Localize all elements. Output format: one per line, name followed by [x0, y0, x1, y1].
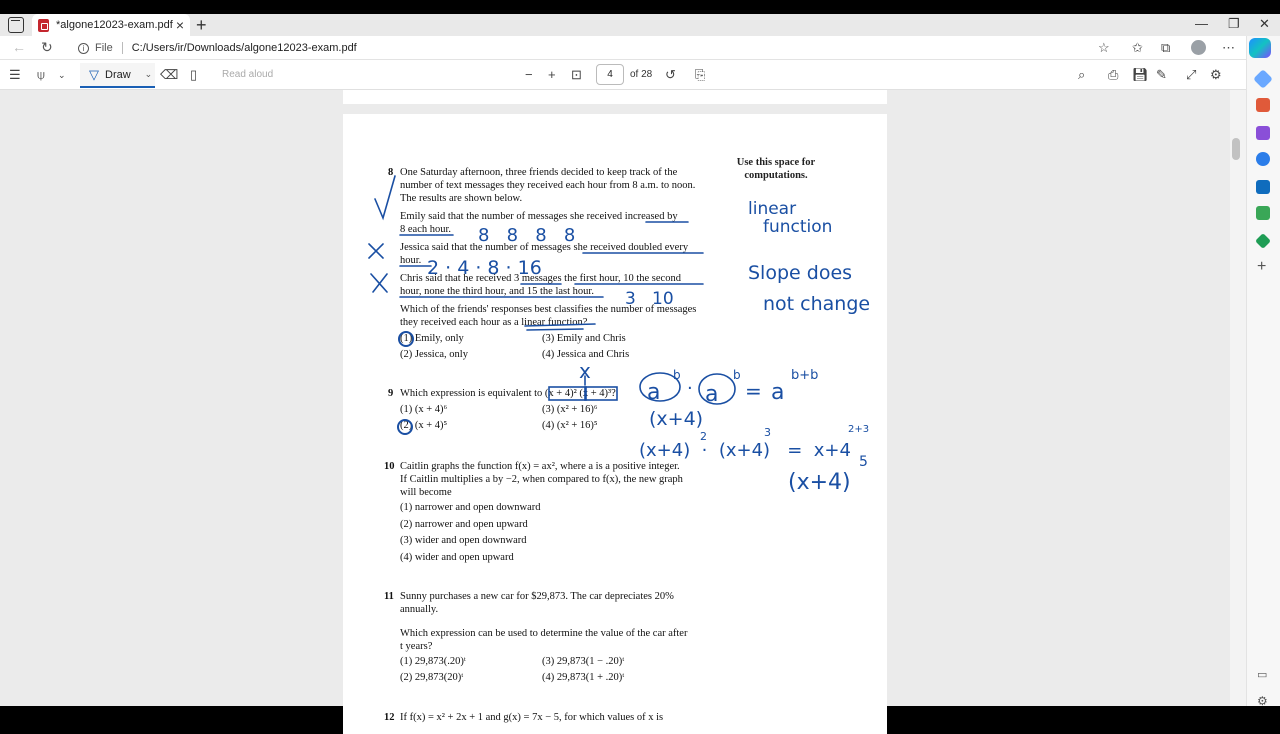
- q8-jessica: hour.: [400, 255, 422, 266]
- hw-result: (x+4): [788, 470, 851, 495]
- q8-choice-1: (1) Emily, only: [400, 333, 464, 344]
- q11-choice-3: (3) 29,873(1 − .20)ᵗ: [542, 656, 625, 667]
- q10-text: will become: [400, 487, 452, 498]
- games-icon[interactable]: [1256, 126, 1270, 140]
- x-mark-chris: [371, 274, 387, 292]
- fit-page-icon[interactable]: ⊡: [571, 67, 582, 82]
- q9-choice-4: (4) (x² + 16)⁵: [542, 420, 598, 431]
- page-count: of 28: [630, 69, 653, 80]
- hw-expand-exp2: 3: [764, 426, 771, 439]
- hw-not-change: not change: [763, 293, 871, 315]
- save-icon[interactable]: 💾︎: [1132, 67, 1149, 82]
- q8-jessica: Jessica said that the number of messages she received doubled every: [400, 242, 689, 253]
- tag-icon[interactable]: [1253, 69, 1273, 89]
- tree-icon[interactable]: [1255, 233, 1271, 249]
- hw-law-dot: ·: [687, 378, 693, 399]
- q11-choice-2: (2) 29,873(20)ᵗ: [400, 672, 464, 683]
- q10-text: Caitlin graphs the function f(x) = ax², where a is a positive integer.: [400, 461, 680, 472]
- settings-gear-icon[interactable]: ⚙: [1257, 694, 1268, 708]
- hw-expand: (x+4) · (x+4) = x+4: [639, 440, 851, 461]
- question-9-number: 9: [388, 388, 394, 399]
- hw-jessica-sequence: 2 · 4 · 8 · 16: [427, 257, 542, 279]
- contents-icon[interactable]: ☰: [9, 67, 21, 82]
- tools-icon[interactable]: [1256, 98, 1270, 112]
- q8-question: they received each hour as a linear function?: [400, 317, 588, 328]
- add-icon[interactable]: +: [1257, 258, 1267, 275]
- hw-law-a1: a: [647, 380, 661, 405]
- page-number-input[interactable]: 4: [596, 64, 624, 85]
- question-12-number: 12: [384, 712, 395, 723]
- zoom-out-icon[interactable]: −: [525, 67, 533, 82]
- circle-stroke: [640, 373, 680, 401]
- vertical-scrollbar[interactable]: [1230, 90, 1246, 706]
- hw-law-a2: a: [705, 382, 719, 407]
- q8-text: One Saturday afternoon, three friends decided to keep track of the: [400, 167, 678, 178]
- settings-gear-icon[interactable]: ⚙: [1210, 67, 1222, 82]
- hw-law-rhs-exp: b+b: [791, 368, 819, 383]
- chevron-down-icon[interactable]: ⌄: [144, 69, 153, 79]
- zoom-in-icon[interactable]: +: [548, 67, 556, 82]
- circle-app-icon[interactable]: [1256, 152, 1270, 166]
- checkmark-stroke: [375, 176, 395, 218]
- computation-header: Use this space for computations.: [736, 157, 816, 181]
- drive-icon[interactable]: [1256, 206, 1270, 220]
- q9-choice-2: (2) (x + 4)⁵: [400, 420, 448, 431]
- hw-x: x: [579, 359, 591, 383]
- q8-question: Which of the friends' responses best classifies the number of messages: [400, 304, 697, 315]
- q10-choice-2: (2) narrower and open upward: [400, 519, 528, 530]
- refresh-icon[interactable]: ↻: [41, 39, 53, 55]
- q8-choice-2: (2) Jessica, only: [400, 349, 468, 360]
- q8-emily: Emily said that the number of messages she received increased by: [400, 211, 678, 222]
- x-mark-jessica: [369, 244, 383, 258]
- url-field[interactable]: [70, 38, 1110, 58]
- q12-text: If f(x) = x² + 2x + 1 and g(x) = 7x − 5, for which values of x is: [400, 712, 664, 723]
- tab-actions-icon[interactable]: [8, 17, 24, 33]
- hw-slope: Slope does: [748, 262, 853, 284]
- question-11-number: 11: [384, 591, 394, 602]
- tab-active[interactable]: [32, 14, 190, 36]
- save-as-icon[interactable]: ✎: [1156, 67, 1167, 82]
- outlook-icon[interactable]: [1256, 180, 1270, 194]
- draw-label: Draw: [105, 68, 131, 81]
- favorite-add-icon[interactable]: ☆: [1098, 40, 1110, 55]
- question-8-number: 8: [388, 167, 394, 178]
- tab-title: *algone12023-exam.pdf: [56, 19, 173, 31]
- divider: [122, 42, 123, 54]
- chevron-down-icon[interactable]: ⌄: [58, 70, 66, 80]
- q9-question: Which expression is equivalent to (x + 4)² (x + 4)³?: [400, 388, 616, 399]
- hw-emily-sequence: 8 8 8 8: [478, 225, 576, 246]
- maximize-icon[interactable]: ❐: [1228, 16, 1240, 31]
- pdf-toolbar: [0, 60, 1246, 90]
- hw-law-b2: b: [733, 368, 741, 382]
- search-icon[interactable]: ⌕: [1078, 67, 1086, 82]
- q11-text: annually.: [400, 604, 439, 615]
- q10-text: If Caitlin multiplies a by −2, when compared to f(x), the new graph: [400, 474, 683, 485]
- browser-window: [0, 14, 1280, 723]
- hw-linear: linear: [748, 199, 797, 219]
- hw-function: function: [763, 217, 833, 237]
- previous-page: [343, 90, 887, 104]
- draw-pen-icon: ▽: [89, 66, 99, 82]
- collections-icon[interactable]: ⧉: [1161, 40, 1171, 55]
- hw-x-plus-4: (x+4): [649, 408, 704, 430]
- file-label: File: [95, 42, 113, 54]
- circle-stroke: [699, 374, 735, 404]
- rotate-icon[interactable]: ↺: [665, 67, 676, 82]
- q9-choice-3: (3) (x² + 16)⁶: [542, 404, 598, 415]
- q10-choice-1: (1) narrower and open downward: [400, 502, 541, 513]
- q11-choice-1: (1) 29,873(.20)ᵗ: [400, 656, 466, 667]
- hw-law-eq: =: [745, 379, 762, 403]
- q10-choice-3: (3) wider and open downward: [400, 535, 527, 546]
- window-close-icon[interactable]: ✕: [1259, 16, 1270, 31]
- read-aloud-button[interactable]: Read aloud: [222, 69, 274, 80]
- hw-chris-sequence: 3 10: [625, 289, 674, 309]
- pdf-file-icon: [38, 19, 49, 32]
- copilot-icon[interactable]: [1249, 38, 1271, 58]
- profile-avatar[interactable]: [1191, 40, 1206, 55]
- back-icon[interactable]: ←: [12, 39, 26, 55]
- hw-law-b1: b: [673, 368, 681, 382]
- q8-emily: 8 each hour.: [400, 224, 452, 235]
- hw-result-exp: 5: [859, 454, 868, 470]
- hw-expand-exp3: 2+3: [848, 424, 870, 435]
- fullscreen-icon[interactable]: ⤢: [1186, 67, 1197, 82]
- q10-choice-4: (4) wider and open upward: [400, 552, 514, 563]
- print-icon[interactable]: ⎙: [1108, 67, 1119, 82]
- two-page-view-icon[interactable]: ⎘: [695, 67, 706, 82]
- q9-choice-1: (1) (x + 4)⁶: [400, 404, 448, 415]
- q11-text: t years?: [400, 641, 433, 652]
- highlight-icon[interactable]: ⍦: [37, 67, 45, 82]
- minimize-icon[interactable]: —: [1195, 16, 1208, 31]
- draw-button[interactable]: [80, 63, 155, 88]
- q8-chris: Chris said that he received 3 messages the first hour, 10 the second: [400, 273, 681, 284]
- more-options-icon[interactable]: ⋯: [1222, 40, 1235, 55]
- q8-text: number of text messages they received each hour from 8 a.m. to noon.: [400, 180, 696, 191]
- q11-choice-4: (4) 29,873(1 + .20)ᵗ: [542, 672, 625, 683]
- q8-choice-4: (4) Jessica and Chris: [542, 349, 630, 360]
- address-bar: [0, 36, 1246, 60]
- favorites-icon[interactable]: ✩: [1132, 40, 1143, 55]
- tab-strip: [0, 14, 1280, 36]
- eraser-icon[interactable]: ⌫: [160, 67, 179, 82]
- info-icon[interactable]: i: [78, 43, 89, 54]
- q11-text: Which expression can be used to determine the value of the car after: [400, 628, 688, 639]
- q8-text: The results are shown below.: [400, 193, 523, 204]
- new-tab-icon[interactable]: +: [196, 15, 207, 35]
- q8-choice-3: (3) Emily and Chris: [542, 333, 626, 344]
- scrollbar-thumb[interactable]: [1232, 138, 1240, 160]
- hw-expand-exp1: 2: [700, 430, 707, 443]
- close-icon[interactable]: ×: [175, 17, 184, 33]
- url-text: C:/Users/ir/Downloads/algone12023-exam.pdf: [131, 42, 357, 54]
- hw-law-rhs: a: [771, 380, 785, 405]
- pdf-viewport[interactable]: [0, 90, 1230, 723]
- sidebar-panel-icon[interactable]: ▭: [1257, 669, 1268, 681]
- pdf-page: [343, 114, 887, 734]
- q11-text: Sunny purchases a new car for $29,873. The car depreciates 20%: [400, 591, 674, 602]
- edge-sidebar: [1246, 36, 1280, 706]
- page-view-icon[interactable]: ▯: [190, 67, 198, 82]
- question-10-number: 10: [384, 461, 395, 472]
- q8-chris: hour, none the third hour, and 15 the last hour.: [400, 286, 594, 297]
